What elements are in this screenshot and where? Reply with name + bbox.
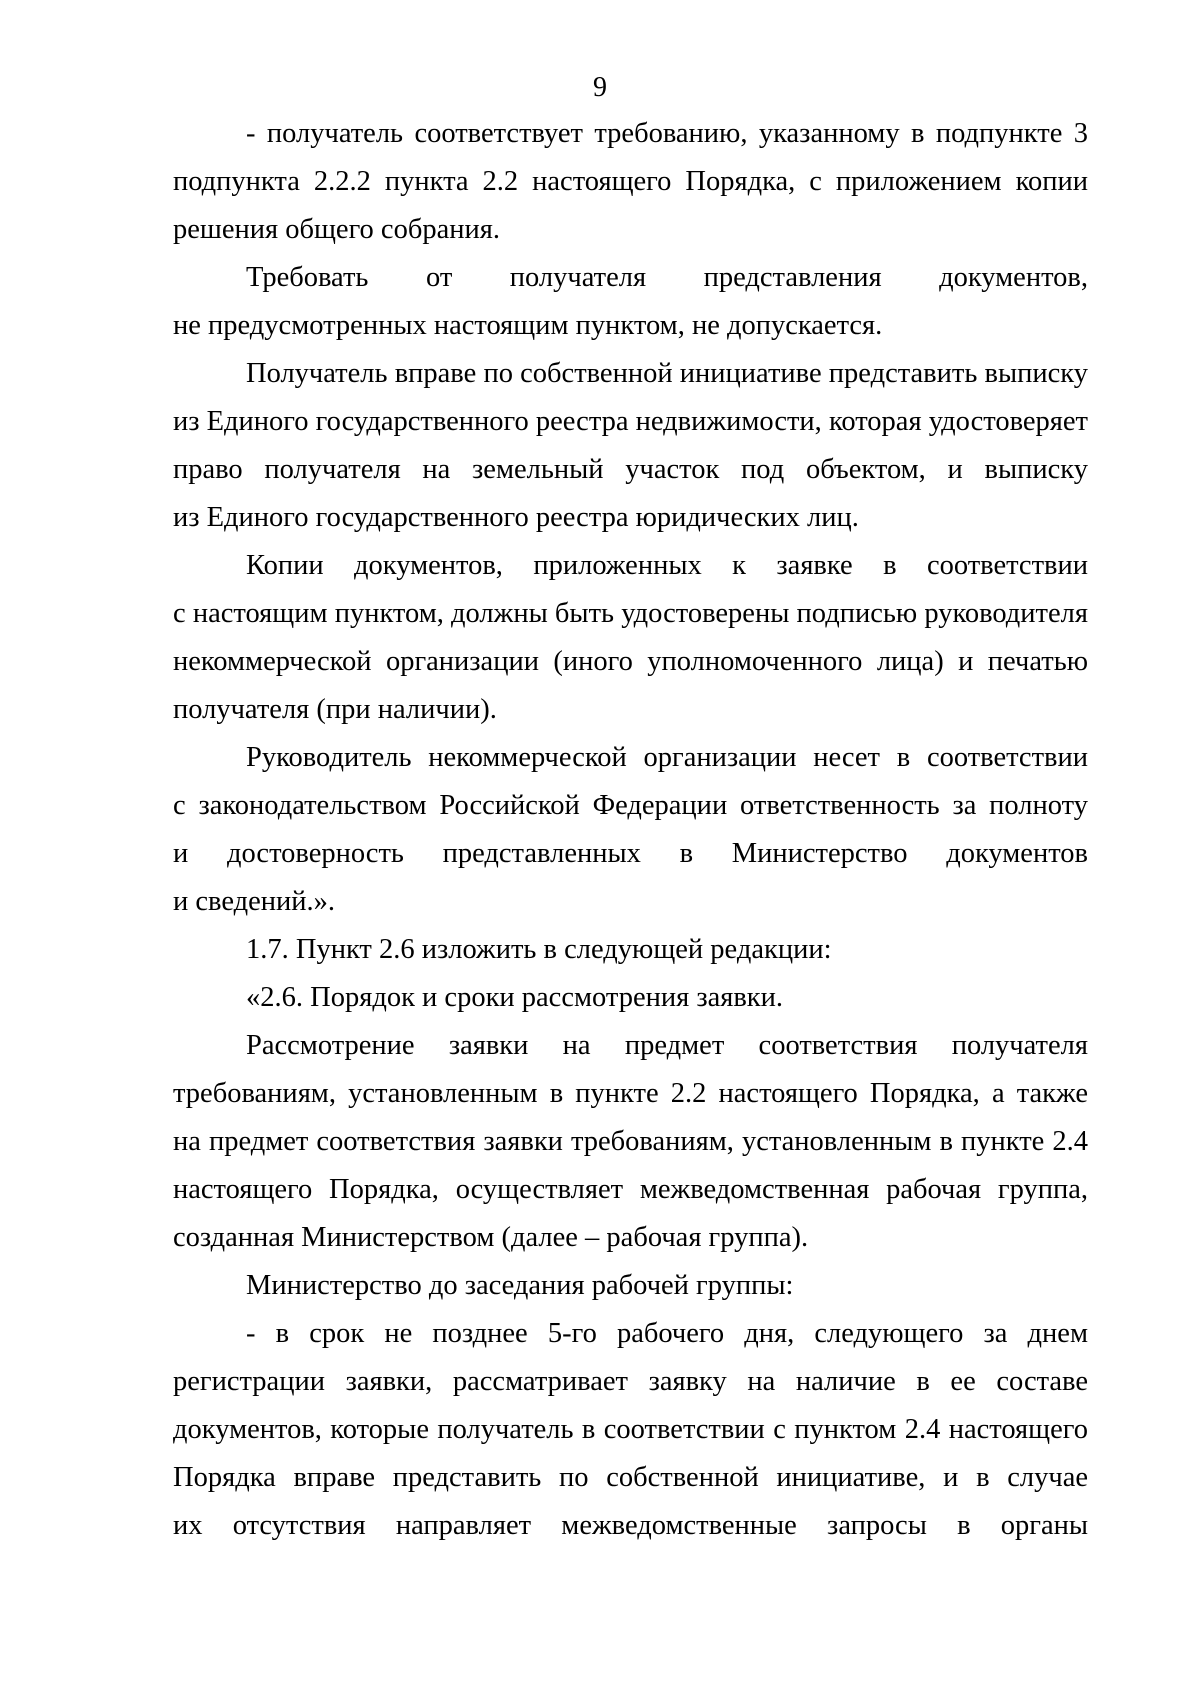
- paragraph: [173, 926, 1088, 974]
- paragraph: [173, 542, 1088, 734]
- paragraph: [173, 1022, 1088, 1262]
- text-line: из Единого государственного реестра недвижимости, которая удостоверяет: [173, 406, 1088, 437]
- text-line: право получателя на земельный участок под объектом, и выписку: [173, 454, 1088, 485]
- text-line: не предусмотренных настоящим пунктом, не допускается.: [173, 310, 883, 341]
- text-line: - в срок не позднее 5-го рабочего дня, следующего за днем: [246, 1318, 1088, 1349]
- text-line: на предмет соответствия заявки требованиям, установленным в пункте 2.4: [173, 1126, 1088, 1157]
- text-line: с настоящим пунктом, должны быть удостоверены подписью руководителя: [173, 598, 1088, 629]
- text-line: из Единого государственного реестра юридических лиц.: [173, 502, 859, 533]
- paragraph: [173, 110, 1088, 254]
- document-body: [173, 110, 1088, 1550]
- page-number: 9: [593, 72, 607, 103]
- text-line: настоящего Порядка, осуществляет межведомственная рабочая группа,: [173, 1174, 1088, 1205]
- text-line: Рассмотрение заявки на предмет соответствия получателя: [246, 1030, 1088, 1061]
- text-line: их отсутствия направляет межведомственные запросы в органы: [173, 1510, 1088, 1541]
- text-line: Министерство до заседания рабочей группы:: [246, 1270, 794, 1301]
- text-line: 1.7. Пункт 2.6 изложить в следующей редакции:: [246, 934, 832, 965]
- text-line: Руководитель некоммерческой организации несет в соответствии: [246, 742, 1088, 773]
- paragraph: [173, 974, 1088, 1022]
- text-line: подпункта 2.2.2 пункта 2.2 настоящего Порядка, с приложением копии: [173, 166, 1088, 197]
- text-line: Требовать от получателя представления документов,: [246, 262, 1088, 293]
- paragraph: [173, 254, 1088, 350]
- text-line: требованиям, установленным в пункте 2.2 настоящего Порядка, а также: [173, 1078, 1088, 1109]
- text-line: с законодательством Российской Федерации ответственность за полноту: [173, 790, 1088, 821]
- text-line: регистрации заявки, рассматривает заявку на наличие в ее составе: [173, 1366, 1088, 1397]
- text-line: документов, которые получатель в соответствии с пунктом 2.4 настоящего: [173, 1414, 1088, 1445]
- text-line: Получатель вправе по собственной инициативе представить выписку: [246, 358, 1088, 389]
- paragraph: [173, 350, 1088, 542]
- text-line: Порядка вправе представить по собственной инициативе, и в случае: [173, 1462, 1088, 1493]
- text-line: некоммерческой организации (иного уполномоченного лица) и печатью: [173, 646, 1088, 677]
- paragraph: [173, 1262, 1088, 1310]
- text-line: и сведений.».: [173, 886, 335, 917]
- paragraph: [173, 1310, 1088, 1550]
- text-line: Копии документов, приложенных к заявке в соответствии: [246, 550, 1088, 581]
- text-line: решения общего собрания.: [173, 214, 500, 245]
- text-line: получателя (при наличии).: [173, 694, 497, 725]
- paragraph: [173, 734, 1088, 926]
- text-line: «2.6. Порядок и сроки рассмотрения заявки.: [246, 982, 784, 1013]
- text-line: созданная Министерством (далее – рабочая группа).: [173, 1222, 809, 1253]
- text-line: и достоверность представленных в Министерство документов: [173, 838, 1088, 869]
- text-line: - получатель соответствует требованию, указанному в подпункте 3: [246, 118, 1088, 149]
